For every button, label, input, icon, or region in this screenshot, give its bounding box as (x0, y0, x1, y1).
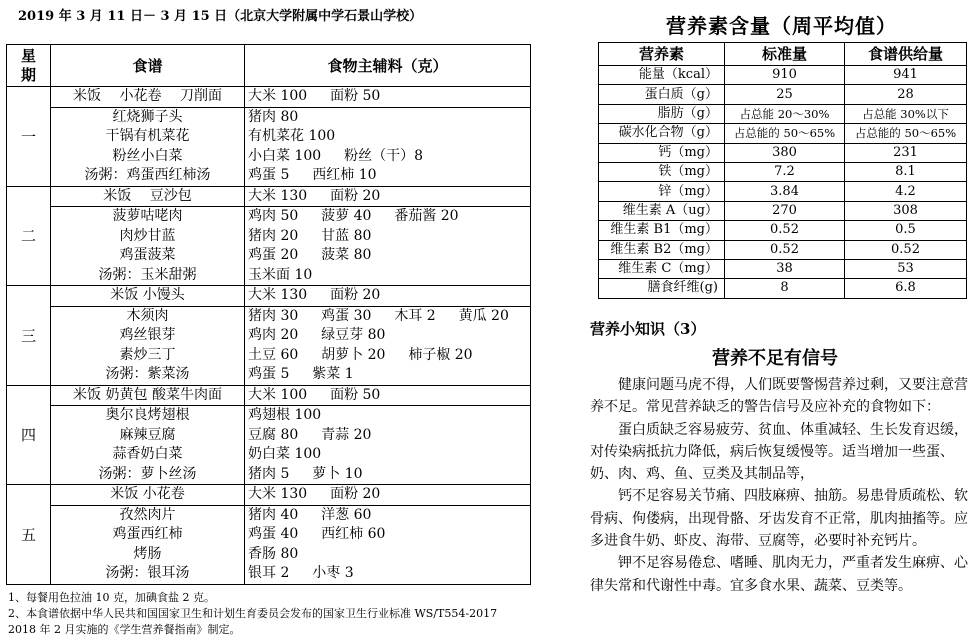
dish-cell (51, 306, 245, 385)
standard-value: 7.2 (725, 162, 845, 181)
nutrition-row (599, 259, 967, 278)
dish-line: 汤粥：银耳汤 (105, 565, 190, 581)
menu-row (7, 485, 531, 506)
dish-line: 烤肠 (133, 545, 162, 562)
dish-line: 鸡蛋菠菜 (119, 247, 176, 263)
dish-line: 孜然肉片 (119, 506, 176, 523)
nutrient-name: 维生素 B1（mg） (599, 221, 725, 240)
nutrient-header: 营养素 (599, 43, 725, 66)
footnote: 2018 年 2 月实施的《学生营养餐指南》制定。 (8, 623, 241, 636)
ingredient-line: 鸡蛋 5 紫菜 1 (248, 366, 354, 382)
dish-line: 菠萝咕咾肉 (112, 208, 183, 224)
standard-value: 380 (725, 143, 845, 162)
dish-line: 肉炒甘蓝 (119, 227, 176, 244)
supply-value: 4.2 (845, 182, 967, 201)
ingredient-cell (245, 505, 531, 584)
nutrition-row (599, 104, 967, 123)
standard-value: 0.52 (725, 240, 845, 259)
dish-cell (51, 107, 245, 186)
ingredient-line: 鸡肉 20 绿豆芽 80 (248, 327, 386, 343)
weekday-cell: 二 (7, 186, 51, 286)
ingredient-line: 大米 100 面粉 50 (248, 88, 381, 104)
nutrient-name: 维生素 C（mg） (599, 259, 725, 278)
dish-line: 米饭 奶黄包 酸菜牛肉面 (73, 386, 222, 403)
weekday-cell: 四 (7, 385, 51, 485)
menu-row (7, 186, 531, 207)
nutrition-row (599, 240, 967, 259)
nutrient-name: 锌（mg） (599, 182, 725, 201)
supply-value: 0.52 (845, 240, 967, 259)
menu-row (7, 87, 531, 108)
nutrition-row (599, 66, 967, 85)
dish-line: 鸡蛋西红柿 (112, 526, 183, 542)
ingredient-cell (245, 207, 531, 286)
nutrition-row (599, 162, 967, 181)
knowledge-body (590, 374, 968, 597)
ingredient-line: 有机菜花 100 (248, 128, 336, 144)
supply-value: 占总能 30%以下 (845, 104, 967, 123)
menu-row (7, 505, 531, 584)
dish-line: 红烧狮子头 (112, 108, 183, 125)
ingredient-line: 玉米面 10 (248, 266, 313, 283)
standard-value: 25 (725, 85, 845, 104)
nutrient-name: 膳食纤维(g) (599, 279, 725, 298)
supply-value: 941 (845, 66, 967, 85)
knowledge-title: 营养小知识（3） (590, 320, 706, 338)
supply-value: 28 (845, 85, 967, 104)
standard-value: 0.52 (725, 221, 845, 240)
weekday-cell: 三 (7, 286, 51, 386)
knowledge-paragraph: 健康问题马虎不得，人们既要警惕营养过剩，又要注意营养不足。常见营养缺乏的警告信号及应补充的食物如下： (590, 377, 968, 416)
nutrition-row (599, 143, 967, 162)
knowledge-paragraph: 钾不足容易倦怠、嗜睡、肌肉无力，严重者发生麻痹、心律失常和代谢性中毒。宜多食水果、蔬菜、豆类等。 (590, 555, 968, 594)
supply-value: 0.5 (845, 221, 967, 240)
weekday-cell: 五 (7, 485, 51, 585)
nutrient-name: 维生素 A（ug） (599, 201, 725, 220)
knowledge-paragraph: 钙不足容易关节痛、四肢麻痹、抽筋。易患骨质疏松、软骨病、佝偻病，出现骨骼、牙齿发育不正常，肌肉抽搐等。应多进食牛奶、虾皮、海带、豆腐等，必要时补充钙片。 (590, 488, 968, 550)
supply-value: 6.8 (845, 279, 967, 298)
nutrition-row (599, 201, 967, 220)
dish-line: 奥尔良烤翅根 (105, 407, 190, 423)
standard-value: 8 (725, 279, 845, 298)
nutrient-name: 脂肪（g） (599, 104, 725, 123)
nutrient-name: 维生素 B2（mg） (599, 240, 725, 259)
dish-line: 米饭 小花卷 (110, 486, 185, 502)
dish-cell (51, 207, 245, 286)
nutrition-table (598, 42, 967, 299)
ingredient-line: 鸡肉 50 菠萝 40 番茄酱 20 (248, 208, 459, 224)
ingredient-cell (245, 87, 531, 108)
menu-row (7, 207, 531, 286)
dish-cell (51, 87, 245, 108)
ingredient-line: 大米 130 面粉 20 (248, 287, 381, 303)
ingredient-cell (245, 406, 531, 485)
dish-cell (51, 485, 245, 506)
dish-cell (51, 186, 245, 207)
ingredient-line: 银耳 2 小枣 3 (248, 565, 354, 581)
menu-row (7, 385, 531, 406)
dish-cell (51, 505, 245, 584)
ingredient-cell (245, 485, 531, 506)
standard-value: 270 (725, 201, 845, 220)
standard-header: 标准量 (725, 43, 845, 66)
nutrition-title: 营养素含量（周平均值） (666, 14, 897, 38)
standard-value: 占总能的 50～65% (725, 124, 845, 143)
standard-value: 910 (725, 66, 845, 85)
ingredient-line: 大米 130 面粉 20 (248, 187, 381, 204)
col-header-ingredients: 食物主辅料（克） (245, 45, 531, 87)
menu-table (6, 44, 531, 585)
supply-value: 231 (845, 143, 967, 162)
dish-line: 蒜香奶白菜 (112, 446, 183, 462)
menu-row (7, 286, 531, 307)
nutrient-name: 能量（kcal） (599, 66, 725, 85)
menu-row (7, 107, 531, 186)
nutrient-name: 碳水化合物（g） (599, 124, 725, 143)
nutrition-row (599, 279, 967, 298)
ingredient-line: 鸡翅根 100 (248, 407, 322, 423)
ingredient-line: 鸡蛋 20 菠菜 80 (248, 247, 372, 263)
dish-line: 粉丝小白菜 (112, 147, 183, 164)
ingredient-line: 猪肉 5 萝卜 10 (248, 465, 363, 482)
nutrient-name: 铁（mg） (599, 162, 725, 181)
supply-value: 8.1 (845, 162, 967, 181)
standard-value: 占总能 20～30% (725, 104, 845, 123)
knowledge-paragraph: 蛋白质缺乏容易疲劳、贫血、体重减轻、生长发育迟缓，对传染病抵抗力降低，病后恢复缓慢等。适当增加一些蛋、奶、肉、鸡、鱼、豆类及其制品等， (590, 421, 968, 483)
nutrient-name: 钙（mg） (599, 143, 725, 162)
ingredient-line: 大米 100 面粉 50 (248, 386, 381, 403)
dish-line: 素炒三丁 (119, 346, 176, 363)
footnotes (8, 590, 533, 638)
ingredient-cell (245, 107, 531, 186)
supply-header: 食谱供给量 (845, 43, 967, 66)
ingredient-line: 香肠 80 (248, 545, 299, 562)
nutrient-name: 蛋白质（g） (599, 85, 725, 104)
ingredient-line: 鸡蛋 5 西红柿 10 (248, 167, 377, 183)
nutrition-row (599, 124, 967, 143)
dish-line: 麻辣豆腐 (119, 426, 176, 443)
ingredient-line: 土豆 60 胡萝卜 20 柿子椒 20 (248, 346, 473, 363)
ingredient-cell (245, 306, 531, 385)
ingredient-line: 大米 130 面粉 20 (248, 486, 381, 502)
ingredient-line: 猪肉 80 (248, 108, 299, 125)
dish-cell (51, 385, 245, 406)
footnote: 1、每餐用色拉油 10 克，加碘食盐 2 克。 (8, 591, 215, 604)
dish-line: 汤粥：紫菜汤 (105, 366, 190, 382)
standard-value: 3.84 (725, 182, 845, 201)
ingredient-line: 猪肉 20 甘蓝 80 (248, 227, 372, 244)
nutrition-row (599, 182, 967, 201)
nutrition-row (599, 85, 967, 104)
ingredient-line: 小白菜 100 粉丝（干）8 (248, 147, 423, 164)
supply-value: 308 (845, 201, 967, 220)
supply-value: 53 (845, 259, 967, 278)
ingredient-line: 鸡蛋 40 西红柿 60 (248, 526, 386, 542)
dish-cell (51, 286, 245, 307)
ingredient-line: 豆腐 80 青蒜 20 (248, 426, 372, 443)
col-header-day: 星 期 (7, 45, 51, 87)
dish-line: 米饭 小馒头 (110, 287, 185, 303)
dish-line: 干锅有机菜花 (105, 128, 190, 144)
dish-line: 木须肉 (126, 307, 169, 324)
ingredient-line: 猪肉 40 洋葱 60 (248, 506, 372, 523)
dish-line: 鸡丝银芽 (119, 327, 176, 343)
footnote: 2、本食谱依据中华人民共和国国家卫生和计划生育委员会发布的国家卫生行业标准 WS/T554-2017 (8, 607, 498, 620)
dish-cell (51, 406, 245, 485)
dish-line: 汤粥：鸡蛋西红柿汤 (84, 167, 211, 183)
ingredient-cell (245, 385, 531, 406)
weekday-cell: 一 (7, 87, 51, 187)
ingredient-cell (245, 286, 531, 307)
supply-value: 占总能的 50～65% (845, 124, 967, 143)
dish-line: 米饭 小花卷 刀削面 (73, 88, 222, 104)
page-header: 2019 年 3 月 11 日－ 3 月 15 日（北京大学附属中学石景山学校） (18, 9, 423, 24)
ingredient-line: 猪肉 30 鸡蛋 30 木耳 2 黄瓜 20 (248, 307, 509, 324)
standard-value: 38 (725, 259, 845, 278)
nutrition-row (599, 221, 967, 240)
knowledge-subtitle: 营养不足有信号 (712, 348, 838, 369)
menu-row (7, 306, 531, 385)
dish-line: 米饭 豆沙包 (103, 187, 192, 204)
dish-line: 汤粥：玉米甜粥 (98, 266, 197, 283)
col-header-dish: 食谱 (51, 45, 245, 87)
ingredient-cell (245, 186, 531, 207)
menu-row (7, 406, 531, 485)
dish-line: 汤粥：萝卜丝汤 (98, 465, 197, 482)
ingredient-line: 奶白菜 100 (248, 446, 322, 462)
